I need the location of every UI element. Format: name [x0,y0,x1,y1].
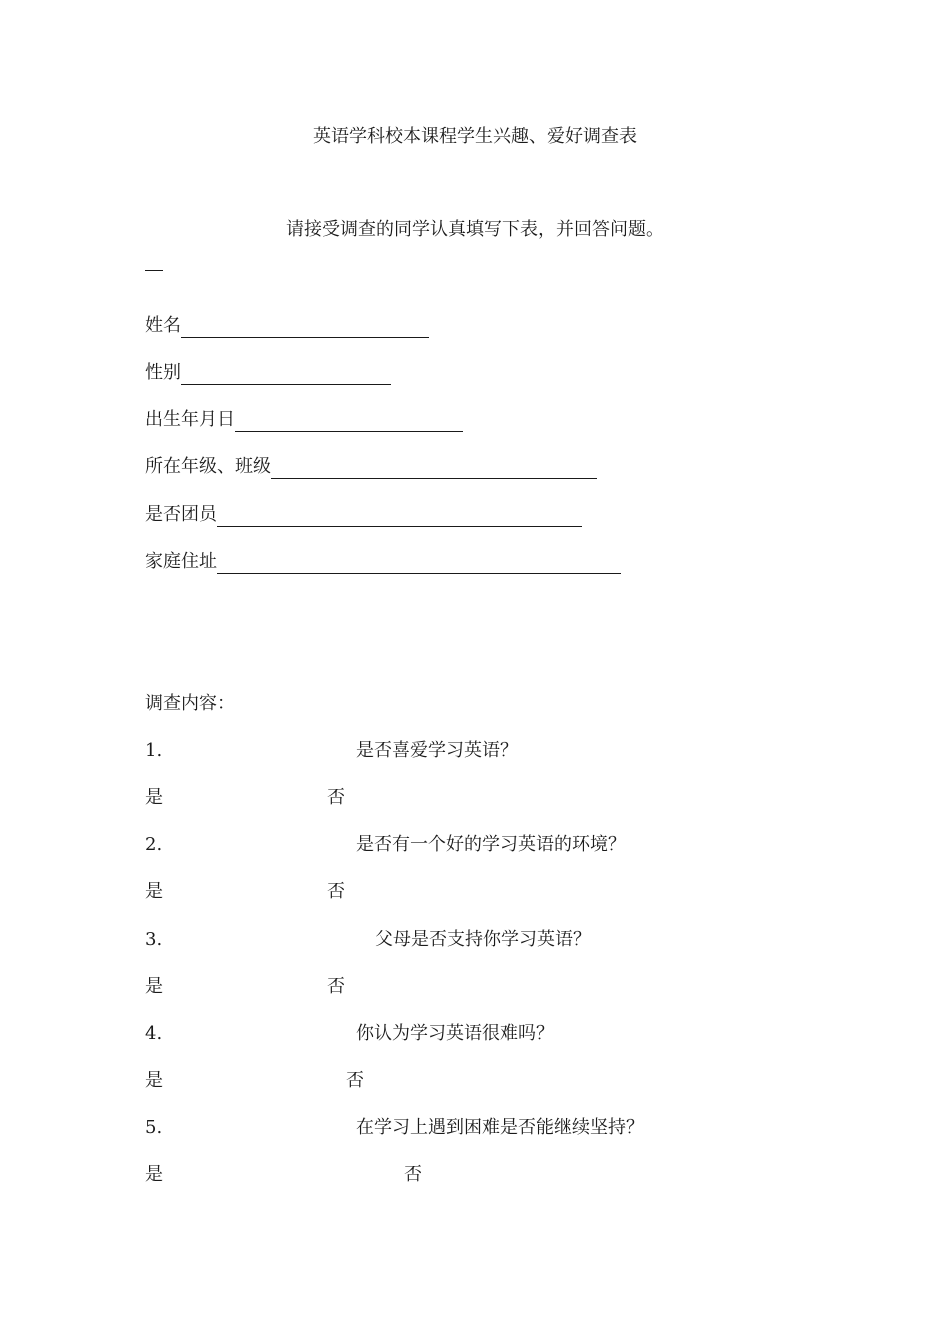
question-text: 你认为学习英语很难吗？ [356,1023,554,1044]
answer-yes[interactable]: 是 [145,1164,163,1185]
question-text: 是否喜爱学习英语？ [356,740,518,761]
survey-heading: 调查内容： [145,693,235,714]
field-address[interactable] [145,550,621,574]
blank-line[interactable] [271,460,597,479]
question-text: 在学习上遇到困难是否能继续坚持？ [356,1117,644,1138]
answer-yes[interactable]: 是 [145,881,163,902]
field-birthdate[interactable] [145,408,463,432]
answer-no[interactable]: 否 [404,1164,422,1185]
answer-no[interactable]: 否 [327,881,345,902]
field-label: 所在年级、班级 [145,456,271,477]
instruction-text: 请接受调查的同学认真填写下表，并回答问题。 [286,219,664,240]
answer-yes[interactable]: 是 [145,1070,163,1091]
answer-yes[interactable]: 是 [145,787,163,808]
question-number: 2. [145,834,163,855]
field-label: 性别 [145,362,181,383]
question-number: 3. [145,929,163,950]
question-number: 5. [145,1117,163,1138]
answer-no[interactable]: 否 [327,976,345,997]
blank-line[interactable] [217,508,582,527]
blank-line[interactable] [181,366,391,385]
answer-no[interactable]: 否 [346,1070,364,1091]
question-number: 1. [145,740,163,761]
field-label: 姓名 [145,315,181,336]
field-grade-class[interactable] [145,455,597,479]
field-league-member[interactable] [145,503,582,527]
question-number: 4. [145,1023,163,1044]
blank-line[interactable] [181,319,429,338]
answer-no[interactable]: 否 [327,787,345,808]
field-label: 家庭住址 [145,551,217,572]
page-title: 英语学科校本课程学生兴趣、爱好调查表 [313,126,637,147]
field-label: 是否团员 [145,504,217,525]
blank-line[interactable] [217,555,621,574]
question-text: 父母是否支持你学习英语？ [375,929,591,950]
field-gender[interactable] [145,361,391,385]
divider [145,270,163,271]
field-label: 出生年月日 [145,409,235,430]
field-name[interactable] [145,314,429,338]
question-text: 是否有一个好的学习英语的环境？ [356,834,626,855]
answer-yes[interactable]: 是 [145,976,163,997]
blank-line[interactable] [235,413,463,432]
